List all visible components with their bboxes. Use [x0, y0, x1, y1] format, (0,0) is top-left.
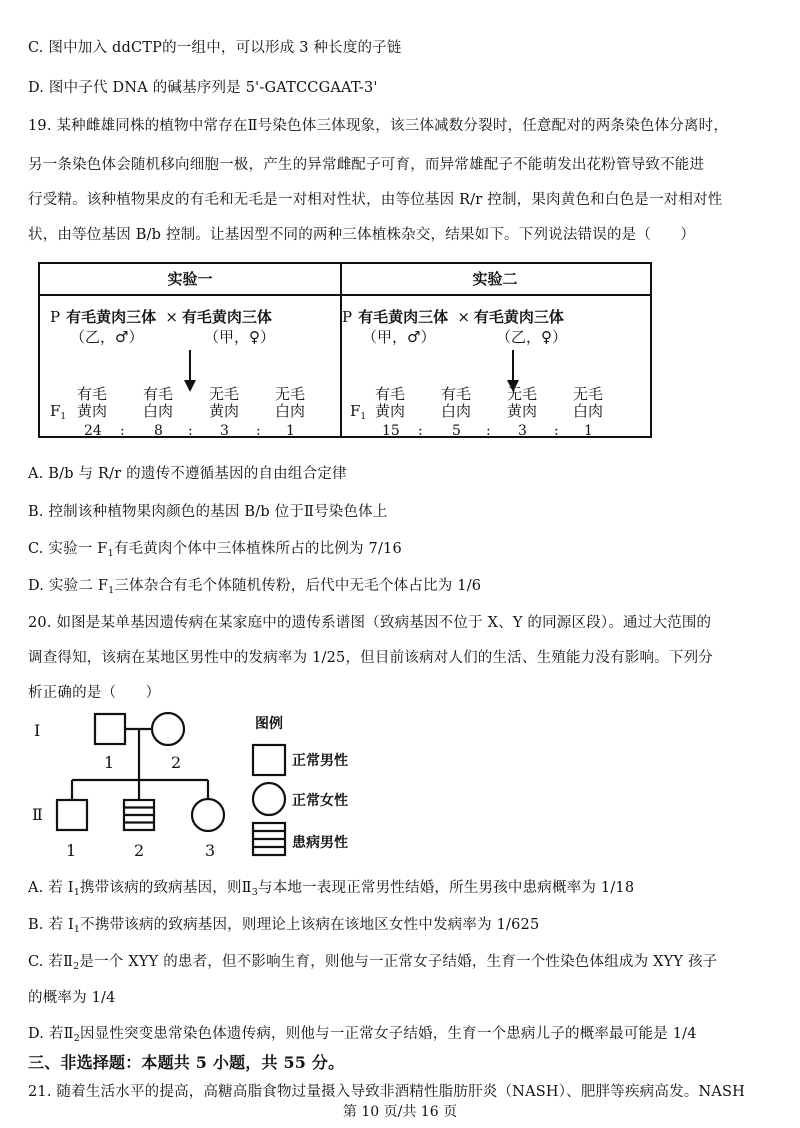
phenotype: 有毛 白肉 — [142, 385, 173, 420]
svg-text:1: 1 — [104, 753, 115, 772]
svg-text:2: 2 — [171, 753, 182, 772]
experiment-2-parent1-label: （甲，♂） — [362, 328, 436, 346]
q21-stem-line-1: 21. 随着生活水平的提高，高糖高脂食物过量摄入导致非酒精性脂肪肝炎（NASH）、肥胖等疾病高发。NASH — [28, 1084, 746, 1100]
experiment-1: 实验一 P 有毛黄肉三体 × 有毛黄肉三体 （乙，♂） （甲，♀） $F_1$ 有毛 黄肉 有毛 白肉 无毛 黄肉 无毛 白肉 24 : 8 : 3 : 1 — [40, 264, 342, 436]
q19-number: 19. — [28, 118, 52, 134]
experiment-table — [38, 262, 652, 438]
phenotype: 有毛 黄肉 — [76, 385, 107, 420]
legend-normal-male-icon — [253, 745, 285, 775]
down-arrow-icon — [512, 350, 514, 388]
phenotype: 无毛 黄肉 — [506, 385, 537, 420]
q18-option-d: D. 图中子代 DNA 的碱基序列是 5'-GATCCGAAT-3' — [28, 80, 378, 96]
experiment-2-title: 实验二 — [340, 264, 650, 296]
q19-stem-line-2: 另一条染色体会随机移向细胞一极，产生的异常雌配子可育，而异常雄配子不能萌发出花粉管导致不能进 — [28, 157, 705, 173]
gen-ii-label: Ⅱ — [32, 805, 43, 824]
down-arrow-icon — [189, 350, 191, 388]
legend-normal-male: 正常男性 — [292, 753, 348, 769]
experiment-1-parents: P 有毛黄肉三体 × 有毛黄肉三体 — [50, 308, 272, 326]
q20-option-c-line-2: 的概率为 1/4 — [28, 990, 116, 1006]
pedigree-ii1-normal-male — [57, 800, 87, 830]
gen-i-label: Ⅰ — [34, 721, 41, 740]
experiment-2-parents: P 有毛黄肉三体 × 有毛黄肉三体 — [342, 308, 564, 326]
pedigree-i2-normal-female — [152, 713, 184, 745]
legend-normal-female: 正常女性 — [292, 793, 348, 809]
q20-option-c: C. 若$Ⅱ_2$是一个 XYY 的患者，但不影响生育，则他与一正常女子结婚，生育一个性染色体组成为 XYY 孩子 — [28, 954, 718, 972]
q19-stem-line-4: 状，由等位基因 B/b 控制。让基因型不同的两种三体植株杂交，结果如下。下列说法错误的是（ ） — [28, 227, 696, 243]
q20-option-d: D. 若$Ⅱ_2$因显性突变患常染色体遗传病，则他与一正常女子结婚，生育一个患病儿子的概率最可能是 1/4 — [28, 1026, 697, 1044]
section-heading: 三、非选择题：本题共 5 小题，共 55 分。 — [28, 1053, 345, 1072]
svg-text:2: 2 — [134, 841, 145, 860]
legend-affected-male: 患病男性 — [292, 835, 348, 851]
q20-option-a: A. 若 $I_1$携带该病的致病基因，则$Ⅱ_3$与本地一表现正常男性结婚，所生男孩中患病概率为 1/18 — [28, 880, 635, 898]
q20-stem-line-3: 析正确的是（ ） — [28, 685, 161, 701]
q19-stem-line-1: 19. 某种雌雄同株的植物中常存在Ⅱ号染色体三体现象，该三体减数分裂时，任意配对的两条染色体分离时， — [28, 118, 729, 134]
q19-option-d: D. 实验二 $F_1$三体杂合有毛个体随机传粉，后代中无毛个体占比为 1/6 — [28, 578, 482, 596]
q20-option-b: B. 若 $I_1$不携带该病的致病基因，则理论上该病在该地区女性中发病率为 1/625 — [28, 917, 540, 935]
phenotype: 无毛 白肉 — [274, 385, 305, 420]
experiment-2: 实验二 P 有毛黄肉三体 × 有毛黄肉三体 （甲，♂） （乙，♀） $F_1$ 有毛 黄肉 有毛 白肉 无毛 黄肉 无毛 白肉 15 : 5 : 3 : 1 — [340, 264, 650, 436]
phenotype: 无毛 白肉 — [572, 385, 603, 420]
q20-number: 20. — [28, 615, 52, 631]
experiment-1-parent1-label: （乙，♂） — [70, 328, 144, 346]
page-footer: 第 10 页/共 16 页 — [342, 1104, 458, 1120]
experiment-1-f1-label: $F_1$ — [50, 402, 67, 422]
pedigree-diagram — [28, 706, 388, 866]
svg-text:1: 1 — [66, 841, 77, 860]
q20-stem-line-2: 调查得知，该病在某地区男性中的发病率为 1/25，但目前该病对人们的生活、生殖能力没有影响。下列分 — [28, 650, 713, 666]
q21-number: 21. — [28, 1084, 52, 1100]
experiment-1-parent2-label: （甲，♀） — [204, 328, 275, 346]
q19-option-b: B. 控制该种植物果肉颜色的基因 B/b 位于Ⅱ号染色体上 — [28, 504, 388, 520]
q20-stem-line-1: 20. 如图是某单基因遗传病在某家庭中的遗传系谱图（致病基因不位于 X、Y 的同源区段）。通过大范围的 — [28, 615, 712, 631]
legend-normal-female-icon — [253, 783, 285, 815]
legend-title: 图例 — [255, 716, 283, 732]
pedigree-ii3-normal-female — [192, 799, 224, 831]
experiment-1-title: 实验一 — [40, 264, 340, 296]
experiment-2-f1-label: $F_1$ — [350, 402, 367, 422]
phenotype: 无毛 黄肉 — [208, 385, 239, 420]
svg-text:3: 3 — [205, 841, 216, 860]
experiment-2-parent2-label: （乙，♀） — [496, 328, 567, 346]
q19-option-a: A. B/b 与 R/r 的遗传不遵循基因的自由组合定律 — [28, 466, 347, 482]
pedigree-i1-normal-male — [95, 714, 125, 744]
q18-option-c: C. 图中加入 ddCTP的一组中，可以形成 3 种长度的子链 — [28, 40, 402, 56]
q19-stem-line-3: 行受精。该种植物果皮的有毛和无毛是一对相对性状，由等位基因 R/r 控制，果肉黄色和白色是一对相对性 — [28, 192, 723, 208]
phenotype: 有毛 黄肉 — [374, 385, 405, 420]
q19-option-c: C. 实验一 $F_1$有毛黄肉个体中三体植株所占的比例为 7/16 — [28, 541, 402, 559]
phenotype: 有毛 白肉 — [440, 385, 471, 420]
